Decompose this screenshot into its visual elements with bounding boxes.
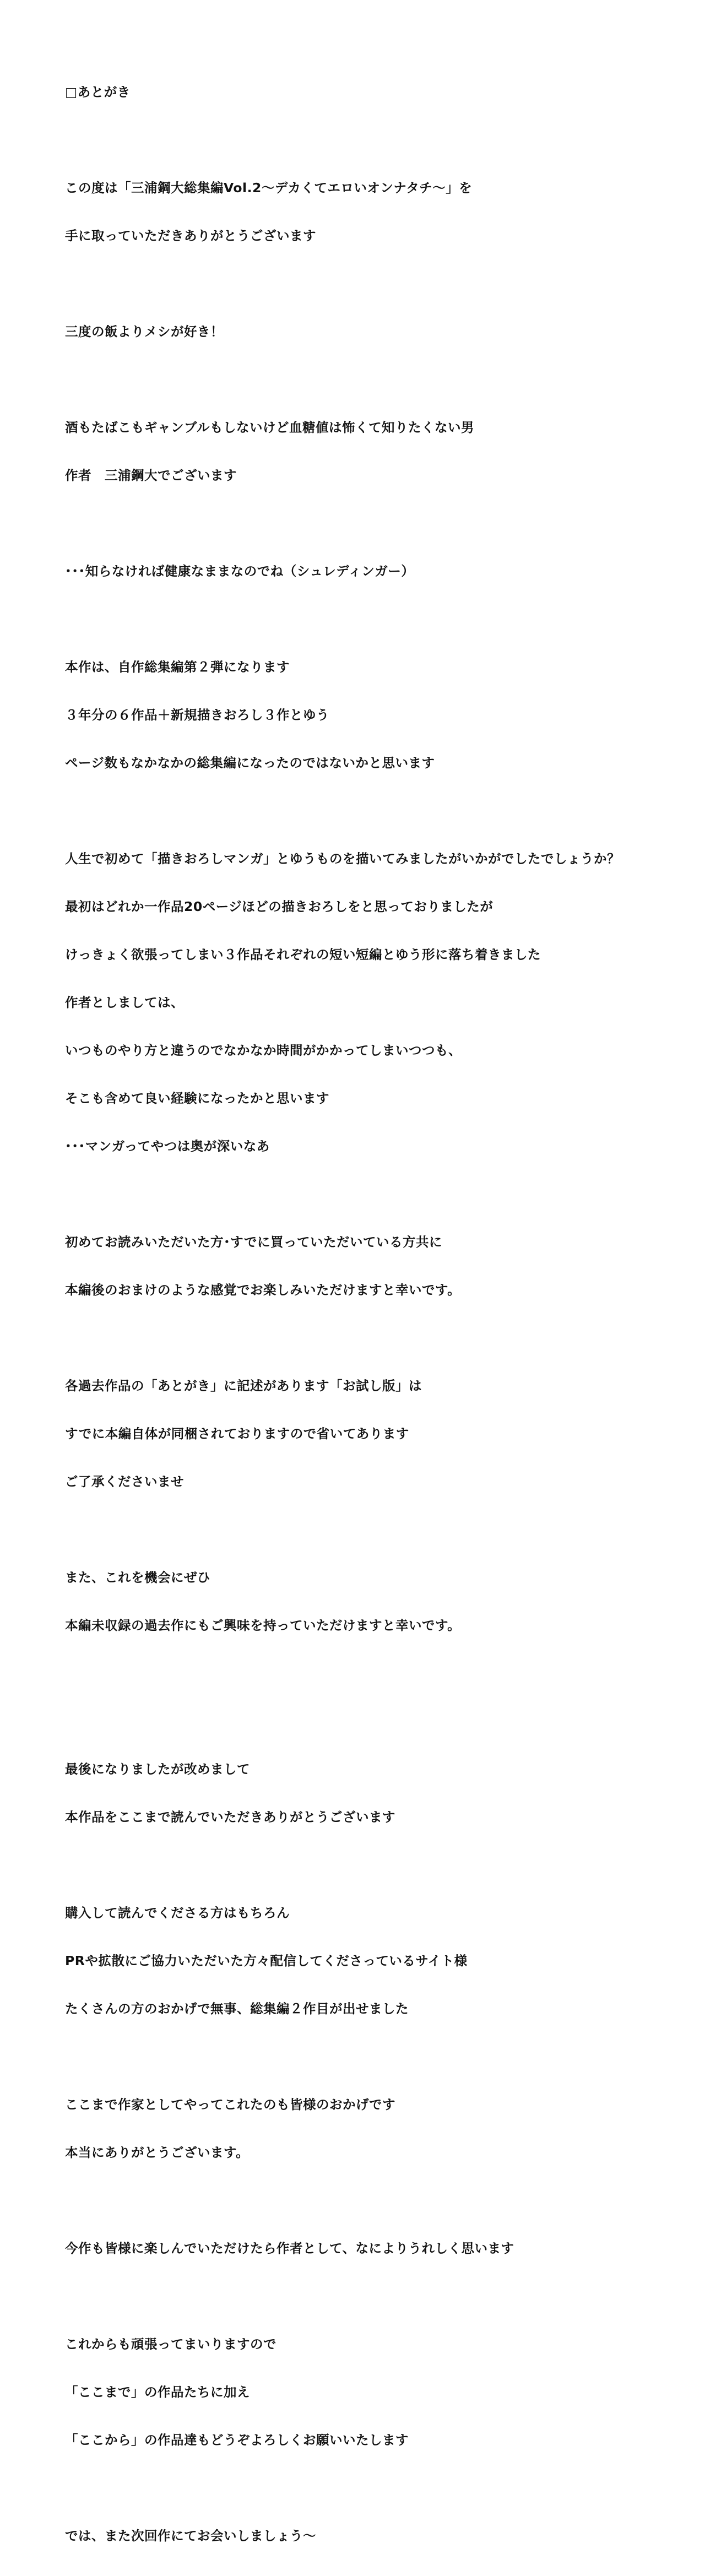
text-line — [65, 2193, 682, 2209]
text-line — [65, 1522, 682, 1538]
text-line — [65, 372, 682, 388]
text-line: ご了承くださいませ — [65, 1474, 184, 1489]
text-line: すでに本編自体が同梱されておりますので省いてあります — [65, 1426, 409, 1441]
text-line — [65, 1666, 682, 1682]
text-line — [65, 516, 682, 532]
text-line: 作者 三浦鋼大でございます — [65, 468, 237, 483]
text-line: 今作も皆様に楽しんでいただけたら作者として、なによりうれしく思います — [65, 2241, 514, 2256]
text-line: けっきょく欲張ってしまい３作品それぞれの短い短編とゆう形に落ち着きました — [65, 947, 541, 962]
text-line — [65, 803, 682, 819]
text-line: 最後になりましたが改めまして — [65, 1761, 250, 1777]
text-line: では、また次回作にてお会いしましょう〜 — [65, 2528, 316, 2544]
text-line: PRや拡散にご協力いただいた方々配信してくださっているサイト様 — [65, 1953, 468, 1968]
text-line: ３年分の６作品＋新規描きおろし３作とゆう — [65, 707, 329, 723]
text-line: また、これを機会にぜひ — [65, 1570, 210, 1585]
text-line: いつものやり方と違うのでなかなか時間がかかってしまいつつも、 — [65, 1043, 462, 1058]
text-line — [65, 1186, 682, 1202]
text-line — [65, 132, 682, 148]
text-line: 手に取っていただきありがとうございます — [65, 228, 316, 243]
text-line: 初めてお読みいただいた方･すでに買っていただいている方共に — [65, 1234, 442, 1250]
text-line: 本当にありがとうございます。 — [65, 2145, 250, 2160]
text-line: 各過去作品の「あとがき」に記述があります「お試し版」は — [65, 1378, 422, 1393]
text-line — [65, 2288, 682, 2304]
text-line: 「ここから」の作品達もどうぞよろしくお願いいたします — [65, 2432, 409, 2448]
text-line: ページ数もなかなかの総集編になったのではないかと思います — [65, 755, 435, 771]
text-line: 購入して読んでくださる方はもちろん — [65, 1905, 290, 1921]
text-line: 酒もたばこもギャンブルもしないけど血糖値は怖くて知りたくない男 — [65, 420, 475, 435]
text-line: 「ここまで」の作品たちに加え — [65, 2384, 250, 2400]
text-line — [65, 1857, 682, 1873]
text-line — [65, 2049, 682, 2065]
heading-afterword: □あとがき — [65, 84, 131, 100]
text-line: この度は「三浦鋼大総集編Vol.2〜デカくてエロいオンナタチ〜」を — [65, 180, 473, 196]
text-line: 本作は、自作総集編第２弾になります — [65, 659, 290, 675]
text-line: ここまで作家としてやってこれたのも皆様のおかげです — [65, 2097, 395, 2112]
text-line: たくさんの方のおかげで無事、総集編２作目が出せました — [65, 2001, 409, 2016]
text-line: これからも頑張ってまいりますので — [65, 2336, 276, 2352]
text-line: 本作品をここまで読んでいただきありがとうございます — [65, 1809, 395, 1825]
text-line: 本編未収録の過去作にもご興味を持っていただけますと幸いです。 — [65, 1618, 461, 1633]
text-line: 本編後のおまけのような感覚でお楽しみいただけますと幸いです。 — [65, 1282, 461, 1298]
text-line — [65, 1330, 682, 1346]
text-line — [65, 2480, 682, 2496]
text-line — [65, 1713, 682, 1729]
afterword-text — [65, 52, 682, 2576]
text-line: ･･･知らなければ健康なままなのでね（シュレディンガー） — [65, 563, 415, 579]
text-line: 作者としましては、 — [65, 995, 184, 1010]
text-line: ･･･マンガってやつは奥が深いなあ — [65, 1138, 270, 1154]
text-line — [65, 611, 682, 627]
text-line: 最初はどれか一作品20ページほどの描きおろしをと思っておりましたが — [65, 899, 494, 914]
text-line: 三度の飯よりメシが好き！ — [65, 324, 224, 339]
text-line — [65, 276, 682, 292]
text-line: そこも含めて良い経験になったかと思います — [65, 1091, 329, 1106]
text-line: 人生で初めて「描きおろしマンガ」とゆうものを描いてみましたがいかがでしたでしょうか？ — [65, 851, 620, 866]
